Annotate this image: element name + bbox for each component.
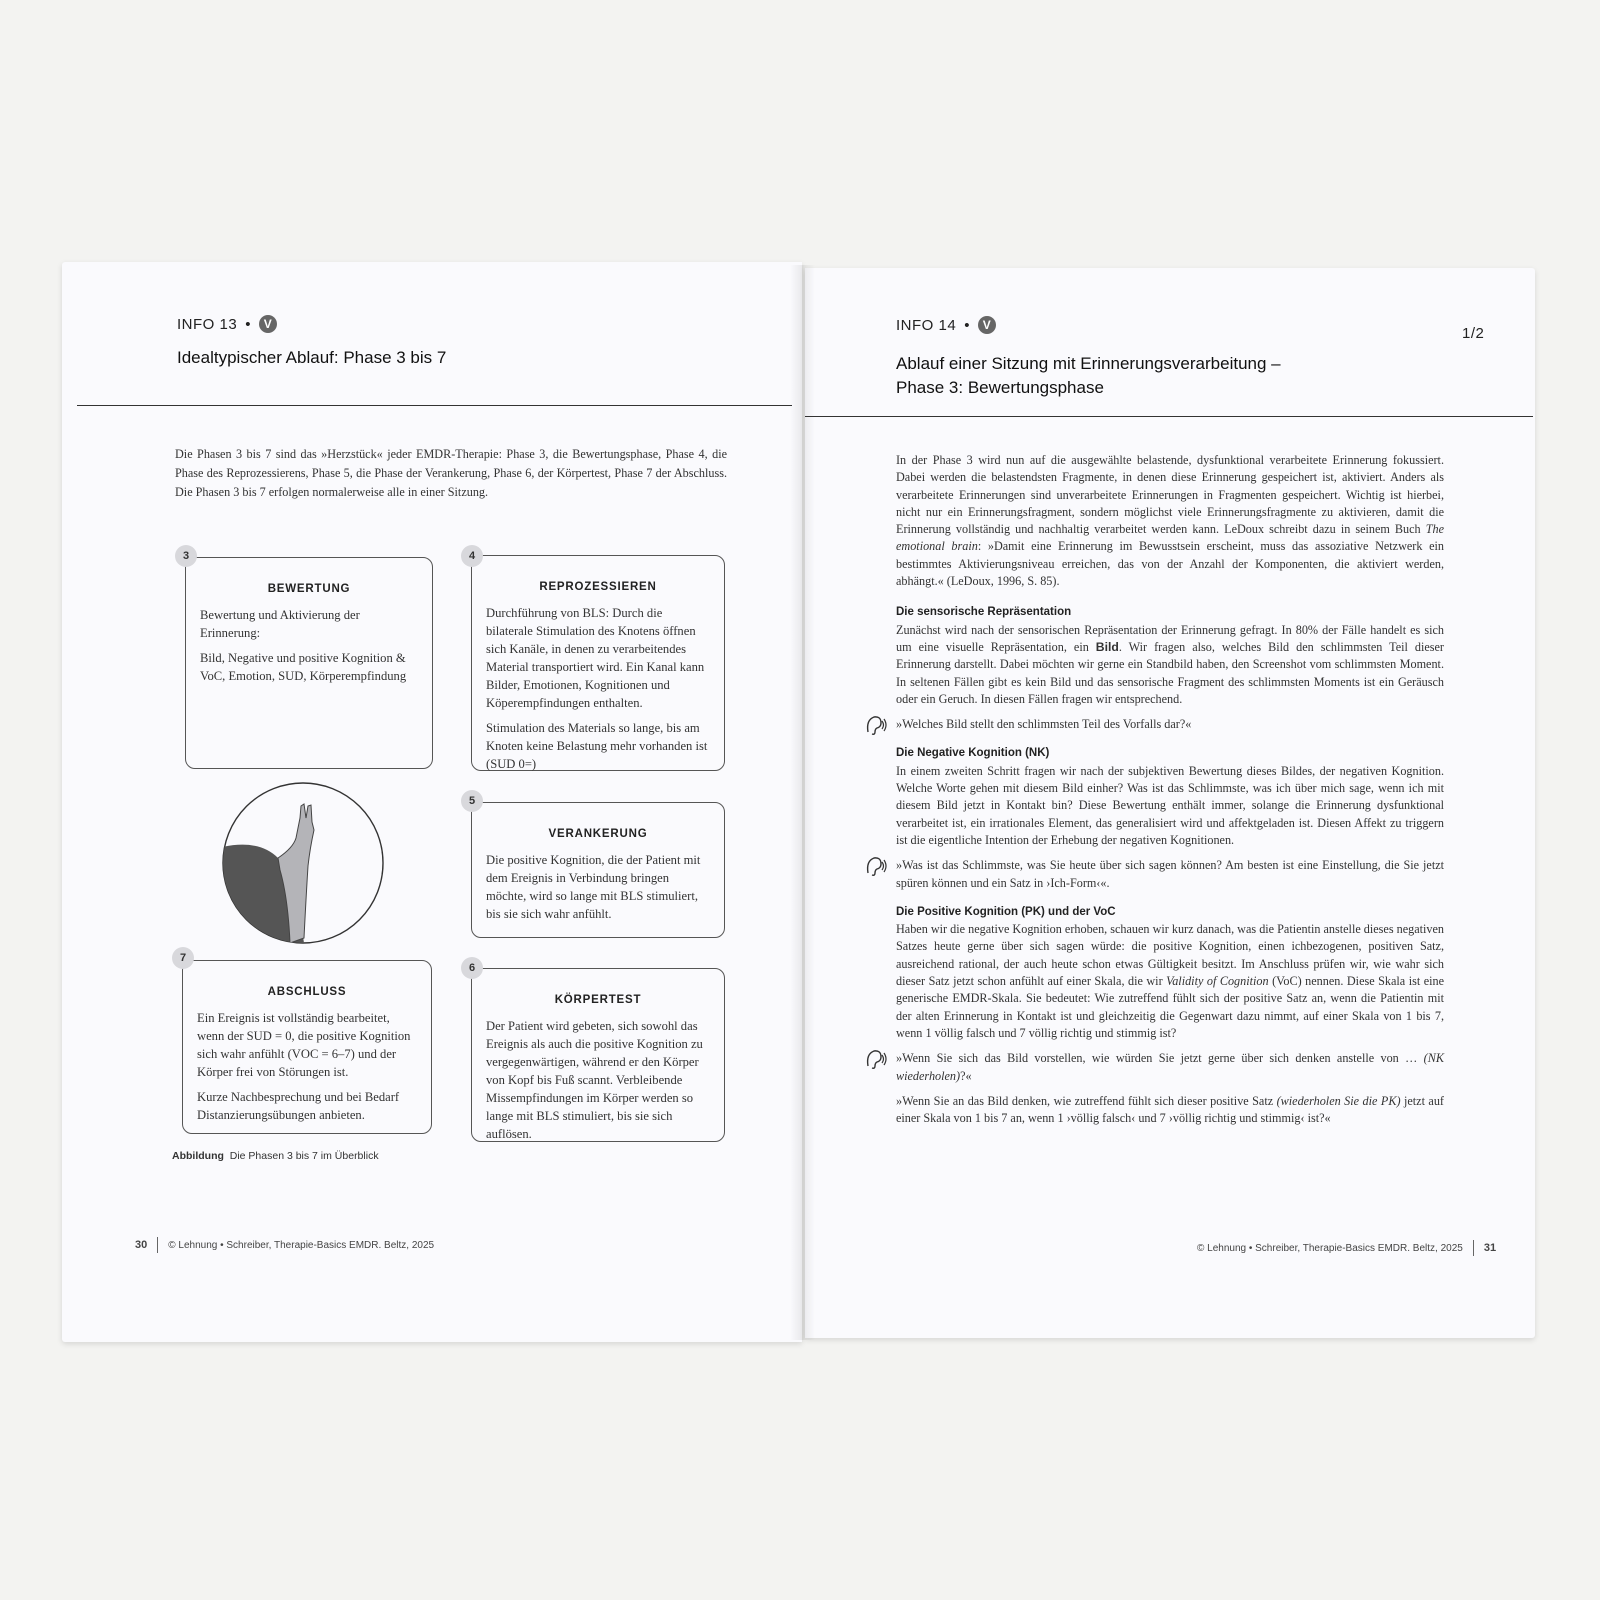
info-label: INFO 14 xyxy=(896,316,957,334)
phase-number-badge: 7 xyxy=(172,947,194,969)
box-heading: ABSCHLUSS xyxy=(267,986,347,998)
section-paragraph: Zunächst wird nach der sensorischen Repräsentation der Erinnerung gefragt. In 80% der Fälle handelt es sich um eine visuelle Repräsentation, ein Bild. Wir fragen also, welches Bild den schlimmsten Teil dieser Erinnerung darstellt. Dabei möchten wir gerne ein Standbild haben, den Screenshot vom schlimmsten Moment. In seltenen Fällen gibt es kein Bild und das sensorische Fragment des schlimmsten Moments ist ein Geräusch oder ein Geruch. In diesen Fällen fragen wir entsprechend. xyxy=(896,622,1444,706)
patient-question: »Wenn Sie an das Bild denken, wie zutreffend fühlt sich dieser positive Satz (wiederholen Sie die PK) jetzt auf einer Skala von 1 bis 7 an, wenn 1 ›völlig falsch‹ und 7 ›völlig richtig und stimmig‹ ist?« xyxy=(896,1093,1444,1126)
page-of-indicator xyxy=(1462,325,1484,342)
phase-number-badge: 4 xyxy=(461,545,483,567)
right-page-title xyxy=(896,352,1281,400)
book-title: The emotional brain xyxy=(896,522,1444,554)
caption-text: Die Phasen 3 bis 7 im Überblick xyxy=(229,1150,379,1162)
left-header-rule xyxy=(77,405,792,406)
box-text: Der Patient wird gebeten, sich sowohl das Ereignis als auch die positive Kognition zu vergegenwärtigen, während er den Körper von Kopf bis Fuß scannt. Verbleibende Missempfindungen im Körper werden so lange mit BLS stimuliert, bis sie sich auflösen. xyxy=(486,1019,703,1141)
ear-speaking-icon xyxy=(862,712,888,738)
box-heading: REPROZESSIEREN xyxy=(539,581,657,593)
box-text: Stimulation des Materials so lange, bis am Knoten keine Belastung mehr vorhanden ist (SUD 0=) xyxy=(486,721,708,771)
box-text: Ein Ereignis ist vollständig bearbeitet, wenn der SUD = 0, die positive Kognition sich wahr anfühlt (VOC = 6–7) und der Körper frei von Störungen ist. xyxy=(197,1011,411,1079)
intro-paragraph: In der Phase 3 wird nun auf die ausgewählte belastende, dysfunktional verarbeitete Erinnerung fokussiert. Dabei werden die belastendsten Fragmente, in denen diese Erinnerung gespeichert ist, aktiviert. Anders als verarbeitete Erinnerungen sind unverarbeitete Erinnerungen in Fragmenten gespeichert. Wichtig ist hierbei, nicht nur ein Erinnerungsfragment, sondern möglichst viele Erinnerungsfragmente zu aktivieren, damit die Erinnerung vollständig und nachhaltig verarbeitet werden kann. LeDoux schreibt dazu in seinem Buch The emotional brain: »Damit eine Erinnerung im Bewusstsein erscheint, muss das assoziative Netzwerk ein bestimmtes Aktivierungsniveau erreichen, das von der Anzahl der Komponenten, die aktiviert werden, abhängt.« (LeDoux, 1996, S. 85). xyxy=(896,453,1444,589)
box-heading: BEWERTUNG xyxy=(267,583,351,595)
footer-divider xyxy=(157,1237,158,1253)
box-text: Durchführung von BLS: Durch die bilaterale Stimulation des Knotens öffnen sich Kanäle, in denen zu verarbeitendes Material transportiert wird. Ein Kanal kann Bilder, Emotionen, Kognitionen und Köperempfindungen enthalten. xyxy=(486,606,705,710)
page-number: 31 xyxy=(1483,1242,1497,1254)
left-footer xyxy=(135,1237,434,1253)
footer-divider xyxy=(1473,1240,1474,1256)
info-label: INFO 13 xyxy=(177,315,238,333)
phase-box-abschluss xyxy=(182,960,432,1134)
right-header-rule xyxy=(805,416,1533,417)
phase-box-koerpertest xyxy=(471,968,725,1142)
section-heading: Die Positive Kognition (PK) und der VoC xyxy=(896,905,1116,918)
page-of-text: 1/2 xyxy=(1462,325,1485,342)
phase-box-reprozessieren xyxy=(471,555,725,771)
book-gutter xyxy=(790,265,815,1340)
phase-number-badge: 5 xyxy=(461,790,483,812)
box-text: Bewertung und Aktivierung der Erinnerung: xyxy=(200,608,360,640)
footer-copyright: © Lehnung • Schreiber, Therapie-Basics EMDR. Beltz, 2025 xyxy=(168,1239,435,1251)
footer-copyright: © Lehnung • Schreiber, Therapie-Basics EMDR. Beltz, 2025 xyxy=(1197,1242,1463,1254)
phase-box-bewertung xyxy=(185,557,433,769)
v-badge-icon: V xyxy=(978,316,996,334)
right-info-header xyxy=(896,316,996,334)
section-paragraph: In einem zweiten Schritt fragen wir nach der subjektiven Bewertung dieses Bildes, der negativen Kognition. Welche Worte gehen mit diesem Bild einher? Was ist das Schlimmste, was ich über mich sage, wenn ich mit diesem Bild jetzt in Kontakt bin? Diese Bewertung enthält immer, solange die Erinnerung dysfunktional verarbeitet ist, ein irrationales Element, das generalisiert wird und affektgeladen ist. Diesen Affekt zu triggern ist die eigentliche Intention der Erhebung der negativen Kognitionen. xyxy=(896,763,1444,847)
v-badge-icon: V xyxy=(259,315,277,333)
patient-question: »Wenn Sie sich das Bild vorstellen, wie würden Sie jetzt gerne über sich denken anstelle von … (NK wiederholen)?« xyxy=(896,1050,1444,1085)
phase-box-verankerung xyxy=(471,802,725,938)
phase-number-badge: 6 xyxy=(461,957,483,979)
right-body xyxy=(896,452,1444,1127)
left-info-header xyxy=(177,315,277,333)
box-heading: KÖRPERTEST xyxy=(554,994,642,1006)
box-text: Kurze Nachbesprechung und bei Bedarf Distanzierungsübungen anbieten. xyxy=(197,1090,400,1122)
raised-hand-illustration xyxy=(218,778,388,948)
caption-label: Abbildung xyxy=(172,1150,224,1162)
left-intro: Die Phasen 3 bis 7 sind das »Herzstück« jeder EMDR-Therapie: Phase 3, die Bewertungsphase, Phase 4, die Phase des Reprozessierens, Phase 5, die Phase der Verankerung, Phase 6, der Körpertest, Phase 7 der Abschluss. Die Phasen 3 bis 7 erfolgen normalerweise alle in einer Sitzung. xyxy=(175,447,727,499)
title-line: Phase 3: Bewertungsphase xyxy=(896,378,1104,397)
section-heading: Die Negative Kognition (NK) xyxy=(896,747,1050,760)
phase-number-badge: 3 xyxy=(175,545,197,567)
ear-speaking-icon xyxy=(862,1046,888,1072)
bullet: • xyxy=(245,315,251,333)
box-text: Bild, Negative und positive Kognition & VoC, Emotion, SUD, Körperempfindung xyxy=(200,651,407,683)
right-footer xyxy=(1197,1240,1496,1256)
section-heading: Die sensorische Repräsentation xyxy=(896,606,1072,619)
ear-speaking-icon xyxy=(862,853,888,879)
section-paragraph: Haben wir die negative Kognition erhoben, schauen wir kurz danach, was die Patientin anstelle dieses negativen Satzes heute gerne über sich sagen würde: die positive Kognition, einen ichbezogenen, positiven Satz, ausreichend rational, der auch heute schon etwas Gültigkeit besitzt. Im Anschluss prüfen wir, wie wahr sich dieser Satz jetzt schon anfühlt auf einer Skala, die wir Validity of Cognition (VoC) nennen. Diese Skala ist eine generische EMDR-Skala. Sie bedeutet: Wie zutreffend fühlt sich der positive Satz an, wenn die Patientin mit der alten Erinnerung in Kontakt ist und gleichzeitig die Gegenwart dazu nimmt, auf einer Skala von 1 bis 7, wenn 1 völlig falsch und 7 völlig richtig und stimmig ist? xyxy=(896,922,1444,1040)
box-text: Die positive Kognition, die der Patient mit dem Ereignis in Verbindung bringen möchte, wird so lange mit BLS stimuliert, bis sie sich wahr anfühlt. xyxy=(486,853,701,921)
left-page-title: Idealtypischer Ablauf: Phase 3 bis 7 xyxy=(177,348,447,367)
page-number: 30 xyxy=(135,1239,148,1251)
box-heading: VERANKERUNG xyxy=(548,828,648,840)
bullet: • xyxy=(964,316,970,334)
patient-question: »Welches Bild stellt den schlimmsten Teil des Vorfalls dar?« xyxy=(896,716,1444,733)
figure-caption xyxy=(172,1150,379,1162)
patient-question: »Was ist das Schlimmste, was Sie heute über sich sagen können? Am besten ist eine Einstellung, die Sie jetzt spüren können und ein Satz in ›Ich-Form‹«. xyxy=(896,857,1444,892)
title-line: Ablauf einer Sitzung mit Erinnerungsverarbeitung – xyxy=(896,354,1281,373)
